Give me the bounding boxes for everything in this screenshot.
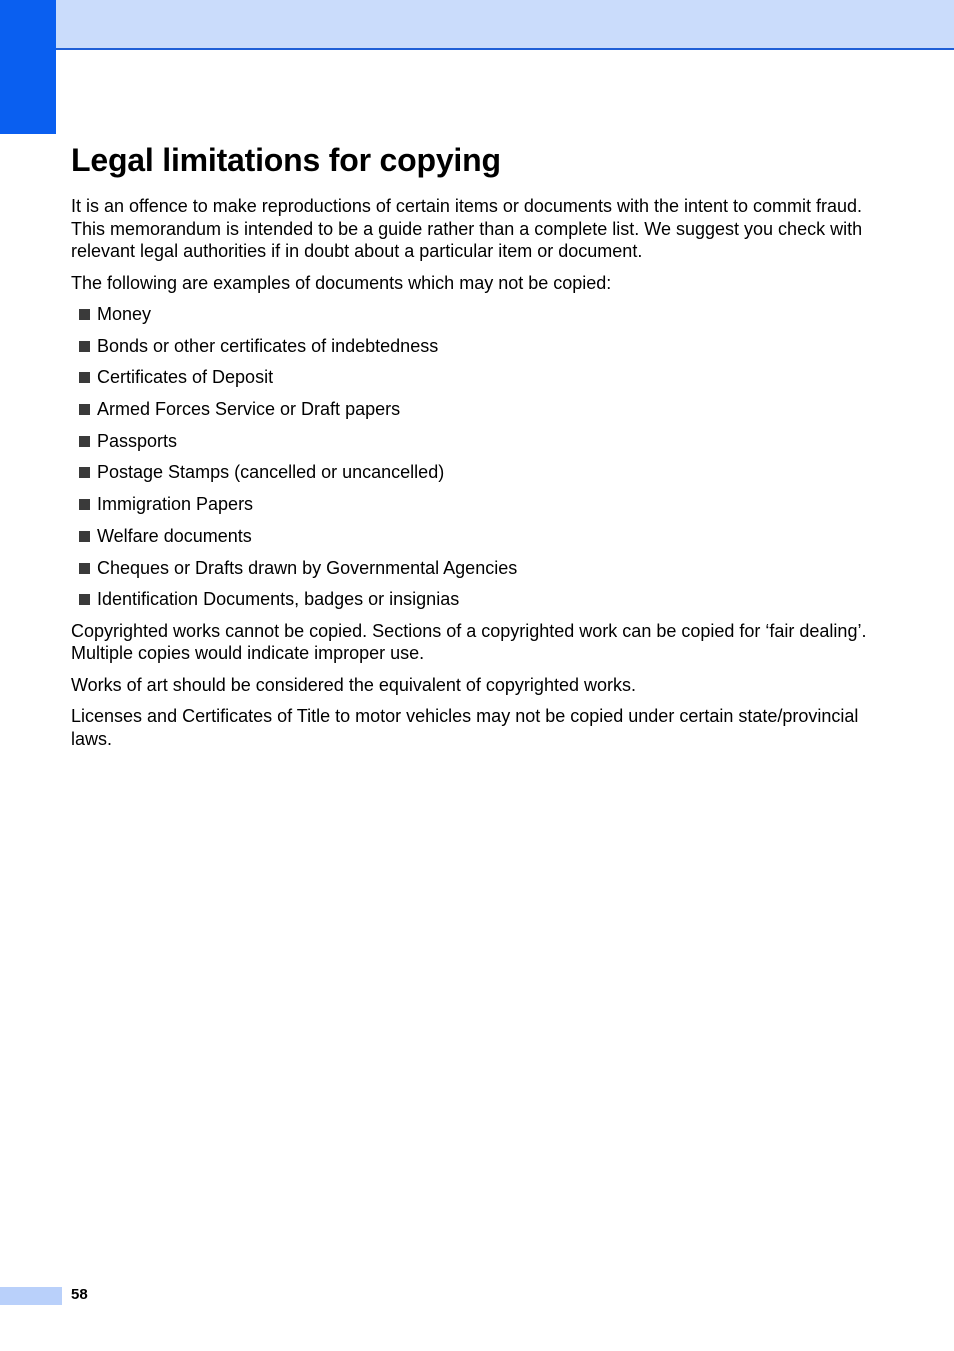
list-item-label: Passports (97, 430, 178, 451)
list-item (71, 366, 871, 389)
list-item (71, 335, 871, 358)
list-item (71, 493, 871, 516)
list-item (71, 588, 871, 611)
list-item-label: Certificates of Deposit (97, 367, 274, 388)
square-bullet-icon (79, 563, 90, 574)
vehicle-paragraph: Licenses and Certificates of Title to motor vehicles may not be copied under certain state/provincial laws. (71, 706, 859, 749)
restricted-documents-list (71, 303, 871, 611)
list-item (71, 303, 871, 326)
copyright-paragraph: Copyrighted works cannot be copied. Sections of a copyrighted work can be copied for ‘fair dealing’. Multiple copies would indicate improper use. (71, 620, 867, 664)
page-number: 58 (71, 1286, 88, 1303)
square-bullet-icon (79, 499, 90, 510)
art-paragraph: Works of art should be considered the equivalent of copyrighted works. (71, 674, 636, 695)
list-item-label: Bonds or other certificates of indebtedness (97, 335, 439, 356)
page-content (71, 138, 871, 759)
list-item-label: Identification Documents, badges or insignias (97, 589, 460, 610)
page-title: Legal limitations for copying (71, 142, 501, 178)
list-item (71, 430, 871, 453)
list-item-label: Cheques or Drafts drawn by Governmental Agencies (97, 557, 518, 578)
square-bullet-icon (79, 436, 90, 447)
square-bullet-icon (79, 404, 90, 415)
list-item-label: Armed Forces Service or Draft papers (97, 399, 401, 420)
list-item-label: Money (97, 304, 152, 324)
square-bullet-icon (79, 309, 90, 320)
list-item (71, 461, 871, 484)
square-bullet-icon (79, 594, 90, 605)
lead-in-paragraph: The following are examples of documents which may not be copied: (71, 272, 612, 293)
list-item (71, 557, 871, 580)
list-item (71, 525, 871, 548)
header-band (56, 0, 954, 50)
intro-paragraph: It is an offence to make reproductions of certain items or documents with the intent to commit fraud. This memorandum is intended to be a guide rather than a complete list. We suggest you check with relevant legal authorities if in doubt about a particular item or document. (71, 196, 863, 261)
square-bullet-icon (79, 531, 90, 542)
list-item-label: Postage Stamps (cancelled or uncancelled) (97, 462, 445, 483)
list-item-label: Welfare documents (97, 525, 252, 546)
list-item (71, 398, 871, 421)
square-bullet-icon (79, 372, 90, 383)
list-item-label: Immigration Papers (97, 494, 254, 515)
chapter-tab (0, 0, 56, 134)
square-bullet-icon (79, 341, 90, 352)
footer-band (0, 1287, 62, 1305)
square-bullet-icon (79, 467, 90, 478)
